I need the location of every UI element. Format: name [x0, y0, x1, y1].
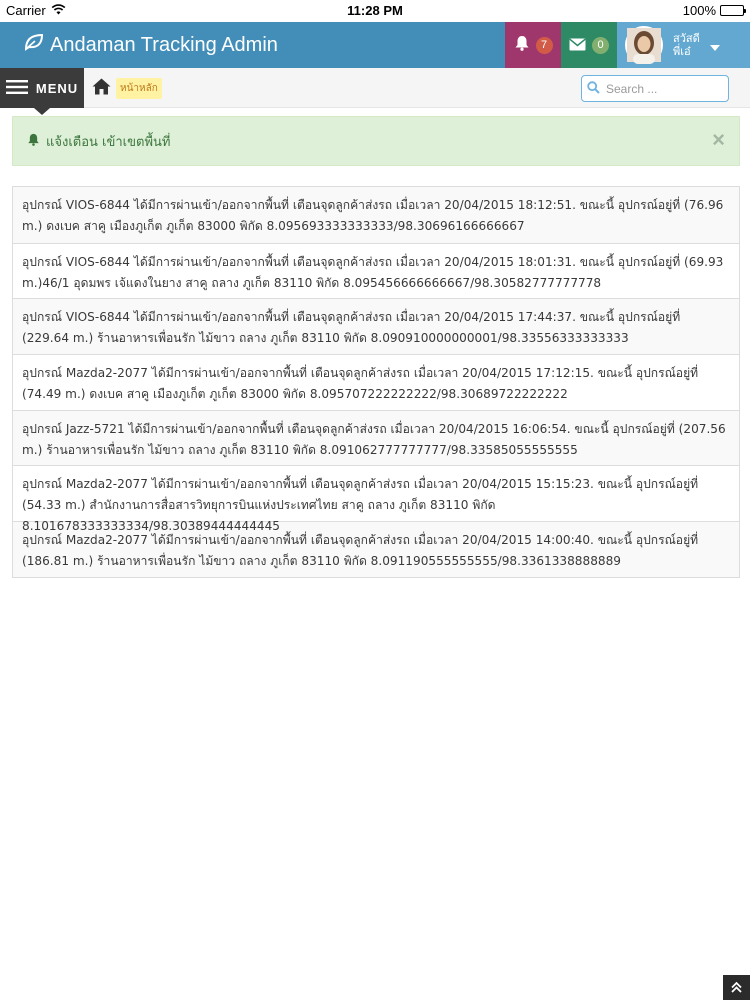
battery-icon: [720, 5, 744, 16]
row-text: อุปกรณ์ Mazda2-2077 ได้มีการผ่านเข้า/ออกจากพื้นที่ เตือนจุดลูกค้าส่งรถ เมื่อเวลา 20/04/2015 17:12:15. ขณะนี้ อุปกรณ์อยู่ที่ (74.49 m.) ดงเบค สาคู เมืองภูเก็ต ภูเก็ต 83000 พิกัด 8.095707222222222/98.30689722222222: [22, 366, 699, 402]
leaf-icon: [24, 33, 44, 57]
search-box: [581, 75, 729, 102]
breadcrumb-current[interactable]: หน้าหลัก: [116, 78, 162, 99]
alert-close-button[interactable]: ×: [712, 127, 725, 152]
home-icon[interactable]: [92, 78, 111, 99]
row-text: อุปกรณ์ Jazz-5721 ได้มีการผ่านเข้า/ออกจากพื้นที่ เตือนจุดลูกค้าส่งรถ เมื่อเวลา 20/04/2015 16:06:54. ขณะนี้ อุปกรณ์อยู่ที่ (207.56 m.) ร้านอาหารเพื่อนรัก ไม้ขาว ถลาง ภูเก็ต 83110 พิกัด 8.091062777777777/98.33585055555555: [22, 421, 726, 457]
table-row: [13, 465, 739, 534]
scroll-to-top-button[interactable]: [723, 975, 750, 1000]
row-text: อุปกรณ์ VIOS-6844 ได้มีการผ่านเข้า/ออกจากพื้นที่ เตือนจุดลูกค้าส่งรถ เมื่อเวลา 20/04/2015 17:44:37. ขณะนี้ อุปกรณ์อยู่ที่ (229.64 m.) ร้านอาหารเพื่อนรัก ไม้ขาว ถลาง ภูเก็ต 83110 พิกัด 8.090910000000001/98.33556333333333: [22, 310, 681, 346]
table-row: [13, 187, 739, 243]
notifications-count-badge: 7: [536, 37, 553, 54]
search-input[interactable]: [606, 82, 721, 96]
breadcrumb: [0, 68, 750, 108]
table-row: [13, 243, 739, 299]
user-info: [673, 32, 700, 58]
envelope-icon: [569, 36, 586, 55]
hamburger-icon: [6, 80, 28, 97]
table-row: [13, 521, 739, 577]
messages-count-badge: 0: [592, 37, 609, 54]
bell-icon: [514, 35, 530, 55]
carrier-label: Carrier: [6, 3, 46, 18]
user-name: พี่เอ๋: [673, 45, 691, 58]
messages-button[interactable]: [561, 22, 617, 68]
table-row: [13, 298, 739, 354]
menu-toggle-button[interactable]: [0, 68, 84, 108]
status-time: 11:28 PM: [347, 3, 403, 18]
row-text: อุปกรณ์ VIOS-6844 ได้มีการผ่านเข้า/ออกจากพื้นที่ เตือนจุดลูกค้าส่งรถ เมื่อเวลา 20/04/2015 18:01:31. ขณะนี้ อุปกรณ์อยู่ที่ (69.93 m.)46/1 อุดมพร เจ้แดงในยาง สาคู ถลาง ภูเก็ต 83110 พิกัด 8.095456666666667/98.30582777777778: [22, 254, 724, 290]
geofence-alert: [12, 116, 740, 166]
row-text: อุปกรณ์ VIOS-6844 ได้มีการผ่านเข้า/ออกจากพื้นที่ เตือนจุดลูกค้าส่งรถ เมื่อเวลา 20/04/2015 18:12:51. ขณะนี้ อุปกรณ์อยู่ที่ (76.96 m.) ดงเบค สาคู เมืองภูเก็ต ภูเก็ต 83000 พิกัด 8.095693333333333/98.30696166666667: [22, 198, 724, 233]
menu-label: MENU: [35, 80, 79, 96]
table-row: [13, 410, 739, 466]
battery-percent: 100%: [682, 3, 716, 18]
battery-indicator: [683, 3, 744, 18]
caret-down-icon: [710, 36, 720, 55]
brand-title: Andaman Tracking Admin: [50, 33, 278, 56]
avatar: [625, 26, 663, 64]
search-icon: [587, 79, 600, 98]
brand-link[interactable]: [24, 22, 278, 68]
double-chevron-up-icon: [731, 978, 742, 997]
status-bar: [0, 0, 750, 22]
top-navbar: [0, 22, 750, 68]
table-row: [13, 354, 739, 410]
alert-bell-icon: [27, 133, 40, 150]
row-text: อุปกรณ์ Mazda2-2077 ได้มีการผ่านเข้า/ออกจากพื้นที่ เตือนจุดลูกค้าส่งรถ เมื่อเวลา 20/04/2015 15:15:23. ขณะนี้ อุปกรณ์อยู่ที่ (54.33 m.) สำนักงานการสื่อสารวิทยุการบินแห่งประเทศไทย สาคู ถลาง ภูเก็ต 83110 พิกัด 8.101678333333334/98.30389444444445: [22, 477, 699, 534]
alert-log-table: [12, 186, 740, 578]
notifications-button[interactable]: [505, 22, 561, 68]
user-greeting: สวัสดี: [673, 32, 700, 45]
alert-title: แจ้งเตือน เข้าเขตพื้นที่: [46, 134, 171, 150]
user-menu[interactable]: [617, 22, 750, 68]
row-text: อุปกรณ์ Mazda2-2077 ได้มีการผ่านเข้า/ออกจากพื้นที่ เตือนจุดลูกค้าส่งรถ เมื่อเวลา 20/04/2015 14:00:40. ขณะนี้ อุปกรณ์อยู่ที่ (186.81 m.) ร้านอาหารเพื่อนรัก ไม้ขาว ถลาง ภูเก็ต 83110 พิกัด 8.091190555555555/98.3361338888889: [22, 533, 699, 569]
